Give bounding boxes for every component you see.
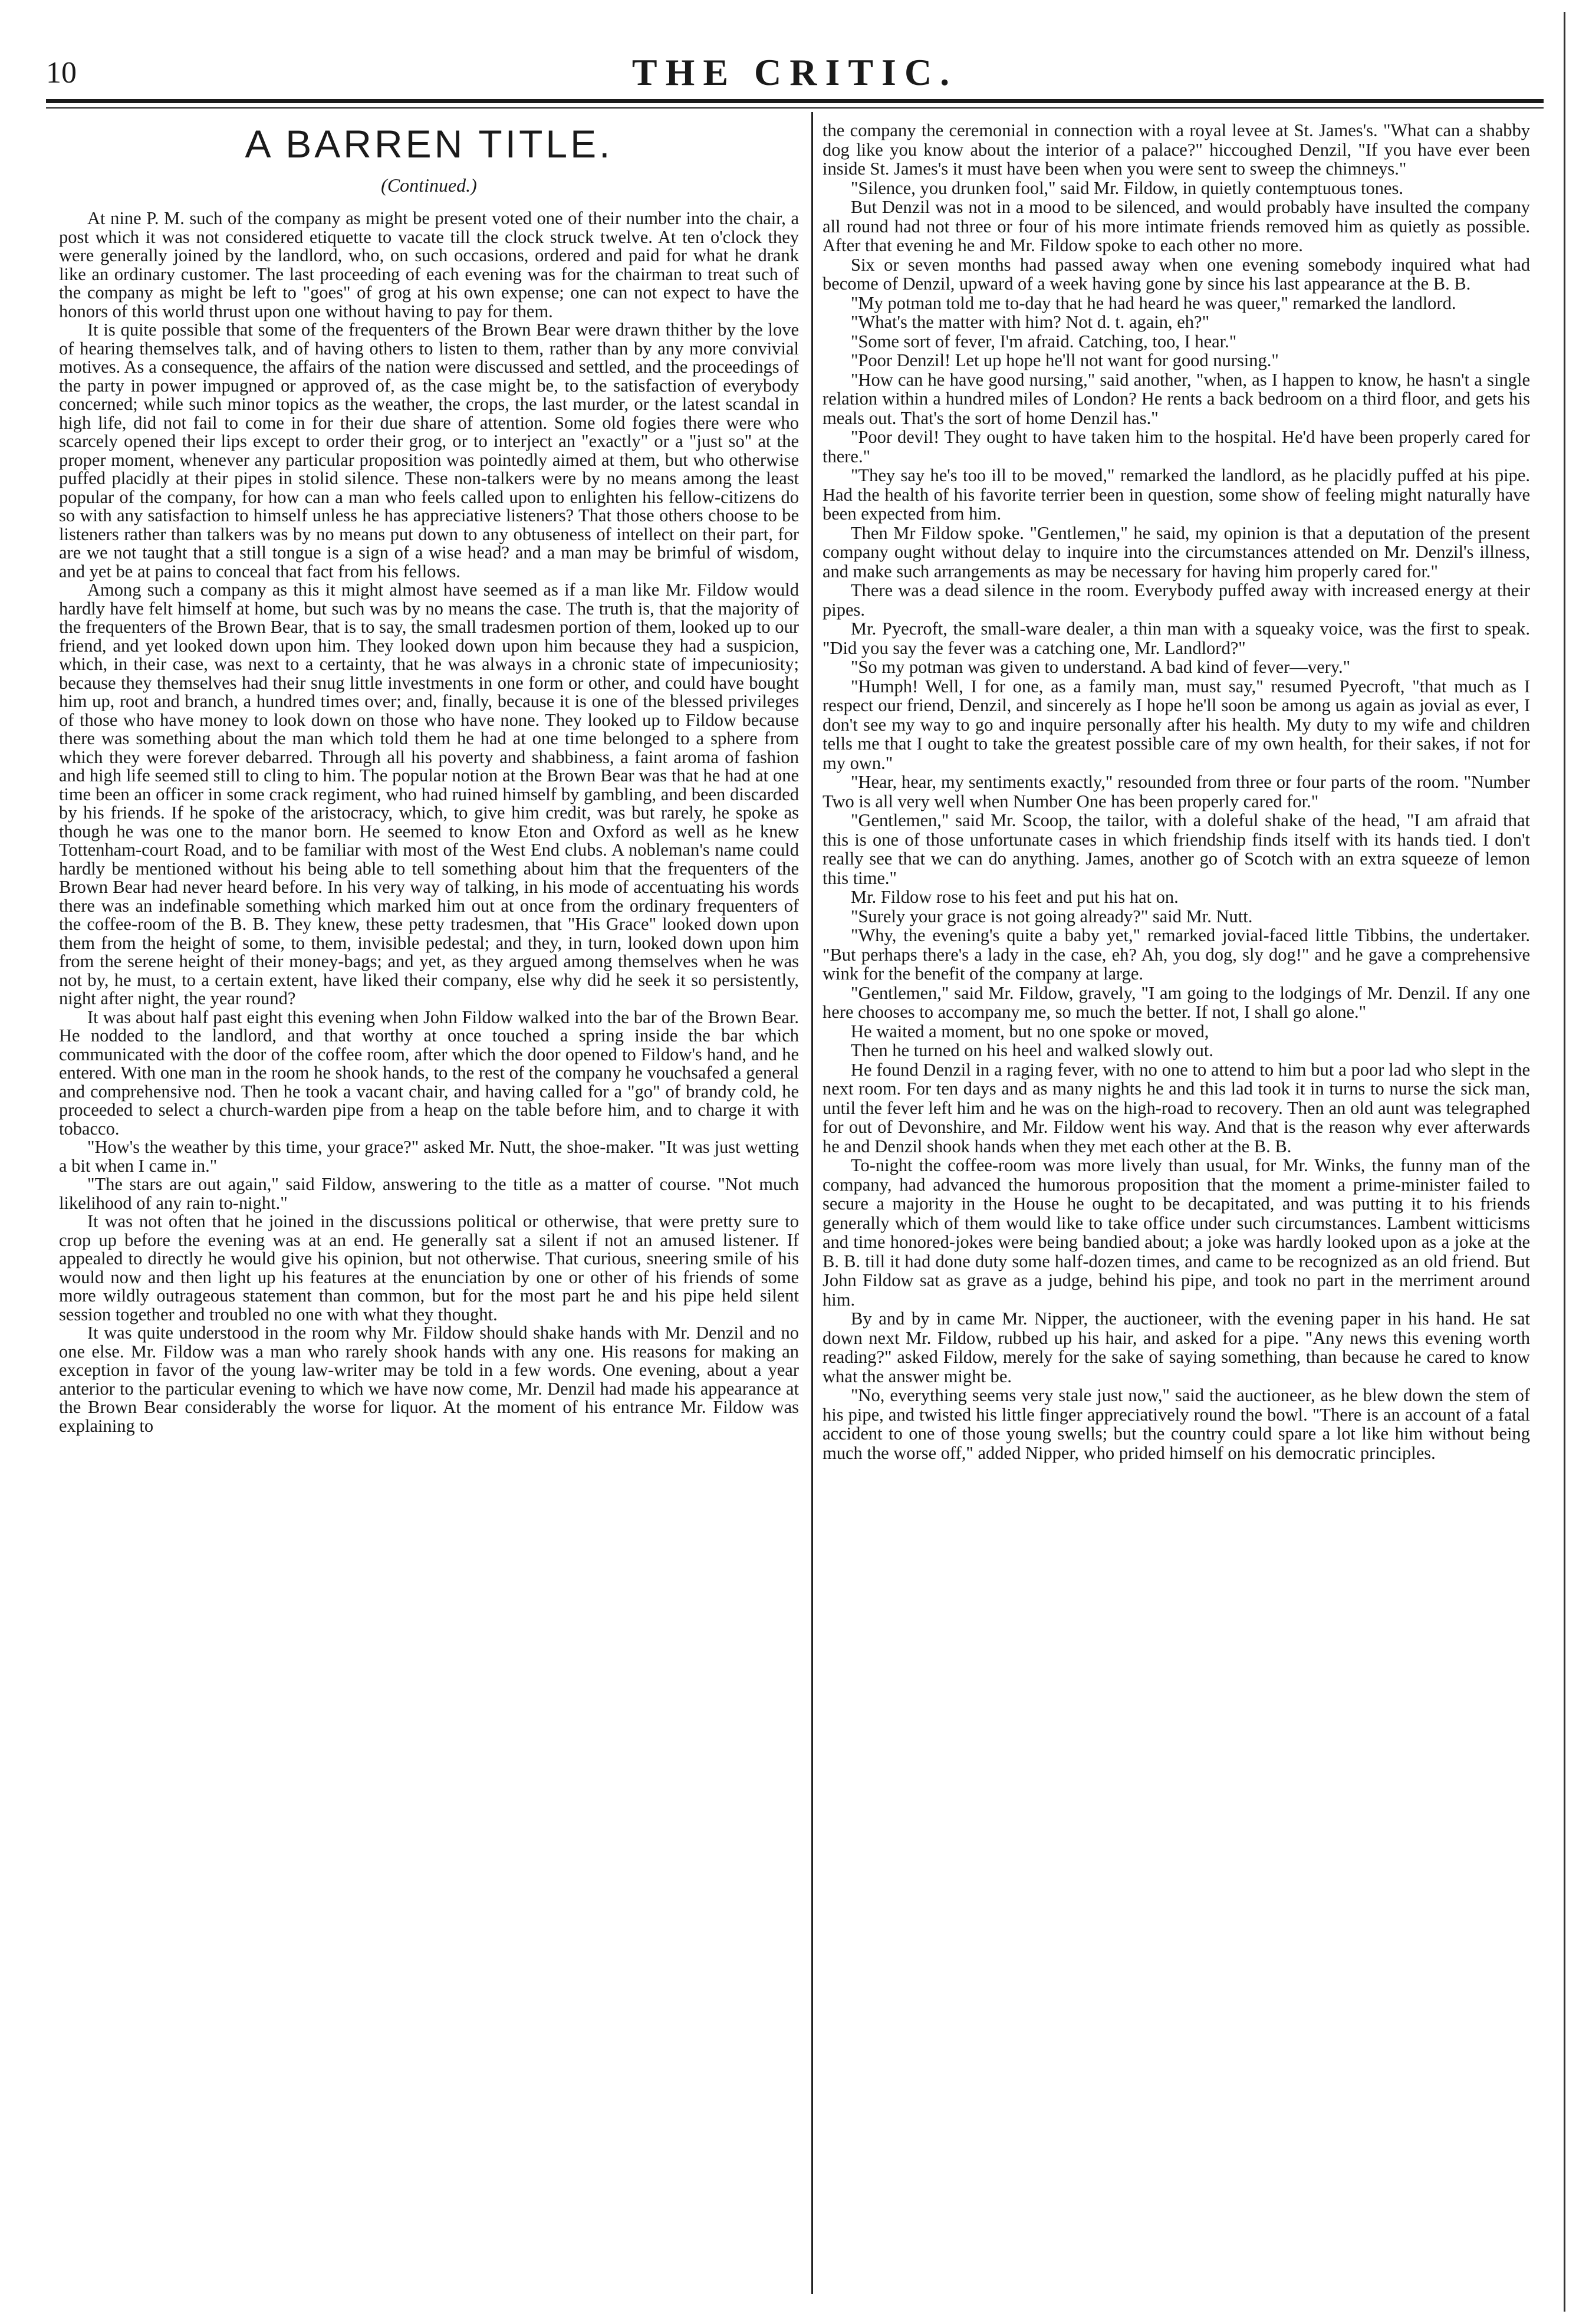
continued-note: (Continued.) — [381, 175, 477, 196]
paragraph: Then Mr Fildow spoke. "Gentlemen," he said, my opinion is that a deputation of the present company ought without delay to inquire into the circumstances attended on Mr. Denzil's illness, and make such arrangements as may be necessary for having him properly cared for." — [823, 522, 1530, 581]
paragraph: Six or seven months had passed away when one evening somebody inquired what had become of Denzil, upward of a week having gone by since his last appearance at the B. B. — [823, 254, 1530, 294]
paragraph: "Humph! Well, I for one, as a family man, must say," resumed Pyecroft, "that much as I respect our friend, Denzil, and sincerely as I hope he'll soon be among us again as jovial as ever, I don't see my way to go and inquire personally after his health. My duty to my wife and children tells me that I ought to take the greatest possible care of my own health, for their sakes, if not for my own." — [823, 676, 1530, 773]
paragraph: "The stars are out again," said Fildow, answering to the title as a matter of course. "Not much likelihood of any rain to-night." — [59, 1174, 799, 1213]
paragraph: Among such a company as this it might almost have seemed as if a man like Mr. Fildow would hardly have felt himself at home, but such was by no means the case. The truth is, that the majority of the frequenters of the Brown Bear, that is to say, the small tradesmen portion of them, looked up to our friend, and yet looked down upon him. They looked down upon him because they had a suspicion, which, in their case, was next to a certainty, that he was always in a chronic state of impecuniosity; because they themselves had their snug little investments in one form or other, and could have bought him up, root and branch, a hundred times over; and, finally, because it is one of the blessed privileges of those who have money to look down on those who have none. They looked up to Fildow because there was something about the man which told them he had at one time belonged to a sphere from which they were forever debarred. Through all his poverty and shabbiness, a faint aroma of fashion and high life seemed still to cling to him. The popular notion at the Brown Bear was that he had at one time been an officer in some crack regiment, who had ruined himself by gambling, and been discarded by his friends. If he spoke of the aristocracy, which, to give him credit, was but rarely, he spoke as though he was one to the manor born. He seemed to know Eton and Oxford as well as he knew Tottenham-court Road, and to be familiar with most of the West End clubs. A nobleman's name could hardly be mentioned without his being able to tell something about him that the frequenters of the Brown Bear had never heard before. In his very way of talking, in his mode of accentuating his words there was an indefinable something which marked him out at once from the ordinary frequenters of the coffee-room of the B. B. They knew, these petty tradesmen, that "His Grace" looked down upon them from the height of some, to them, invisible pedestal; and they, in turn, looked down upon him from the serene height of their money-bags; and yet, as they argued among themselves when he was not by, he must, to a certain extent, have liked their company, else why did he seek it so persistently, night after night, the year round? — [59, 580, 799, 1008]
left-column — [59, 118, 799, 2288]
page-edge-binding — [1557, 12, 1574, 2312]
paragraph: "Gentlemen," said Mr. Scoop, the tailor, with a doleful shake of the head, "I am afraid that this is one of those unfortunate cases in which friendship finds itself with its hands tied. I don't really see that we can do anything. James, another go of Scotch with an extra squeeze of lemon this time." — [823, 810, 1530, 888]
paragraph: "My potman told me to-day that he had heard he was queer," remarked the landlord. — [851, 292, 1456, 313]
paragraph: It was not often that he joined in the discussions political or otherwise, that were pretty sure to crop up before the evening was at an end. He generally sat a silent if not an amused listener. If appealed to directly he would give his opinion, but not otherwise. That curious, sneering smile of his would now and then light up his features at the enunciation by one or other of his friends of some more wildly outrageous statement than common, but for the most part he and his pipe held silent session together and troubled no one with what they thought. — [59, 1211, 799, 1324]
paragraph: He found Denzil in a raging fever, with no one to attend to him but a poor lad who slept in the next room. For ten days and as many nights he and this lad took it in turns to nurse the sick man, until the fever left him and he was on the high-road to recovery. Then an old aunt was telegraphed for out of Devonshire, and Mr. Fildow went his way. And that is the reason why ever afterwards he and Denzil shook hands when they met each other at the B. B. — [823, 1059, 1530, 1156]
right-column-text — [823, 121, 1530, 1462]
paragraph: "They say he's too ill to be moved," remarked the landlord, as he placidly puffed at his pipe. Had the health of his favorite terrier been in question, some show of feeling might naturally have been expected from him. — [823, 465, 1530, 524]
paragraph: Mr. Fildow rose to his feet and put his hat on. — [851, 887, 1179, 907]
paragraph: It was about half past eight this evening when John Fildow walked into the bar of the Brown Bear. He nodded to the landlord, and that worthy at once touched a spring inside the bar which communicated with the door of the coffee room, after which the door opened to Fildow's hand, and he entered. With one man in the room he shook hands, to the rest of the company he vouchsafed a general and comprehensive nod. Then he took a vacant chair, and having called for a "go" of brandy cold, he proceeded to select a church-warden pipe from a heap on the table before him, and to charge it with tobacco. — [59, 1007, 799, 1139]
paragraph: By and by in came Mr. Nipper, the auctioneer, with the evening paper in his hand. He sat down next Mr. Fildow, rubbed up his hair, and asked for a pipe. "Any news this evening worth reading?" asked Fildow, merely for the sake of saying something, than because he cared to know what the answer might be. — [823, 1309, 1530, 1386]
paragraph: "Gentlemen," said Mr. Fildow, gravely, "I am going to the lodgings of Mr. Denzil. If any one here chooses to accompany me, so much the better. If not, I shall go alone." — [823, 982, 1530, 1022]
paragraph: It is quite possible that some of the frequenters of the Brown Bear were drawn thither by the love of hearing themselves talk, and of having others to listen to them, rather than by any more convivial motives. As a consequence, the affairs of the nation were discussed and settled, and the proceedings of the party in power impugned or approved of, as the case might be, to the satisfaction of everybody concerned; while such minor topics as the weather, the crops, the last murder, or the latest scandal in high life, did not fail to come in for their due share of attention. Some old fogies there were who scarcely opened their lips except to order their grog, or to interject an "exactly" or a "just so" at the proper moment, whenever any particular proposition was pointedly aimed at them, but who otherwise puffed placidly at their pipes in stolid silence. These non-talkers were by no means among the least popular of the company, for how can a man who feels called upon to enlighten his fellow-citizens do so with any satisfaction to himself unless he has appreciative listeners? That those others choose to be listeners rather than talkers was by no means put down to any obtuseness of intellect on their part, for are we not taught that a still tongue is a sign of a wise head? and a man may be brimful of wisdom, and yet be at pains to conceal that fact from his fellows. — [59, 320, 799, 581]
page-header — [46, 51, 1544, 98]
paragraph: To-night the coffee-room was more lively than usual, for Mr. Winks, the funny man of the company, had advanced the humorous proposition that the moment a prime-minister failed to secure a majority in the House he ought to be decapitated, and was putting it to his friends generally which of them would like to take office under such circumstances. Lambent witticisms and time honored-jokes were being bandied about; a joke was hardly looked upon as a joke at the B. B. till it had done duty some half-dozen times, and came to be recognized as an old friend. But John Fildow sat as grave as a judge, behind his pipe, and took no part in the merriment around him. — [823, 1155, 1530, 1310]
left-column-text — [59, 209, 799, 1435]
paragraph: But Denzil was not in a mood to be silenced, and would probably have insulted the company all round had not three or four of his more intimate friends removed him as quietly as possible. After that evening he and Mr. Fildow spoke to each other no more. — [823, 197, 1530, 255]
paragraph: the company the ceremonial in connection with a royal levee at St. James's. "What can a shabby dog like you know about the interior of a palace?" hiccoughed Denzil, "If you have ever been inside St. James's it must have been when you were sent to sweep the chimneys." — [823, 121, 1530, 179]
paragraph: "Silence, you drunken fool," said Mr. Fildow, in quietly contemptuous tones. — [851, 177, 1403, 198]
paragraph: "How's the weather by this time, your grace?" asked Mr. Nutt, the shoe-maker. "It was just wetting a bit when I came in." — [59, 1137, 799, 1176]
paragraph: "So my potman was given to understand. A bad kind of fever—very." — [851, 657, 1351, 677]
paragraph: "Poor devil! They ought to have taken him to the hospital. He'd have been properly cared for there." — [823, 427, 1530, 466]
paragraph: "Why, the evening's quite a baby yet," remarked jovial-faced little Tibbins, the undertaker. "But perhaps there's a lady in the case, eh? Ah, you dog, sly dog!" and he gave a comprehensive wink for the benefit of the company at large. — [823, 925, 1530, 984]
paragraph: "Poor Denzil! Let up hope he'll not want for good nursing." — [851, 350, 1279, 370]
running-head: THE CRITIC. — [631, 51, 958, 93]
paragraph: There was a dead silence in the room. Everybody puffed away with increased energy at their pipes. — [823, 580, 1530, 620]
paragraph: "Surely your grace is not going already?" said Mr. Nutt. — [851, 906, 1253, 926]
header-rule-thin — [46, 107, 1544, 109]
right-column — [823, 121, 1530, 2291]
paragraph: "Hear, hear, my sentiments exactly," resounded from three or four parts of the room. "Number Two is all very well when Number One has been properly cared for." — [823, 772, 1530, 811]
paragraph: "How can he have good nursing," said another, "when, as I happen to know, he hasn't a single relation within a hundred miles of London? He rents a back bedroom on a third floor, and gets his meals out. That's the sort of home Denzil has." — [823, 369, 1530, 428]
paragraph: He waited a moment, but no one spoke or moved, — [851, 1021, 1209, 1041]
page-number: 10 — [46, 56, 77, 90]
paragraph: Then he turned on his heel and walked slowly out. — [851, 1040, 1213, 1060]
column-divider — [811, 112, 813, 2294]
paragraph: "What's the matter with him? Not d. t. again, eh?" — [851, 312, 1210, 332]
paragraph: At nine P. M. such of the company as might be present voted one of their number into the chair, a post which it was not considered etiquette to vacate till the clock struck twelve. At ten o'clock they were generally joined by the landlord, who, on such occasions, ordered and paid for what he drank like an ordinary customer. The last proceeding of each evening was for the chairman to treat such of the company as might be left to "goes" of grog at his own expense; one can not expect to have the honors of this world thrust upon one without having to pay for them. — [59, 208, 799, 321]
article-title: A BARREN TITLE. — [245, 122, 613, 166]
paragraph: Mr. Pyecroft, the small-ware dealer, a thin man with a squeaky voice, was the first to speak. "Did you say the fever was a catching one, Mr. Landlord?" — [823, 619, 1530, 658]
paragraph: It was quite understood in the room why Mr. Fildow should shake hands with Mr. Denzil and no one else. Mr. Fildow was a man who rarely shook hands with any one. His reasons for making an exception in favor of the young law-writer may be told in a few words. One evening, about a year anterior to the particular evening to which we have now come, Mr. Denzil had made his appearance at the Brown Bear considerably the worse for liquor. At the moment of his entrance Mr. Fildow was explaining to — [59, 1323, 799, 1436]
header-rule — [46, 99, 1544, 103]
paragraph: "No, everything seems very stale just now," said the auctioneer, as he blew down the stem of his pipe, and twisted his little finger appreciatively round the bowl. "There is an account of a fatal accident to one of those young swells; but the country could spare a lot like him without being much the worse off," added Nipper, who prided himself on his democratic principles. — [823, 1385, 1530, 1463]
paragraph: "Some sort of fever, I'm afraid. Catching, too, I hear." — [851, 331, 1237, 351]
